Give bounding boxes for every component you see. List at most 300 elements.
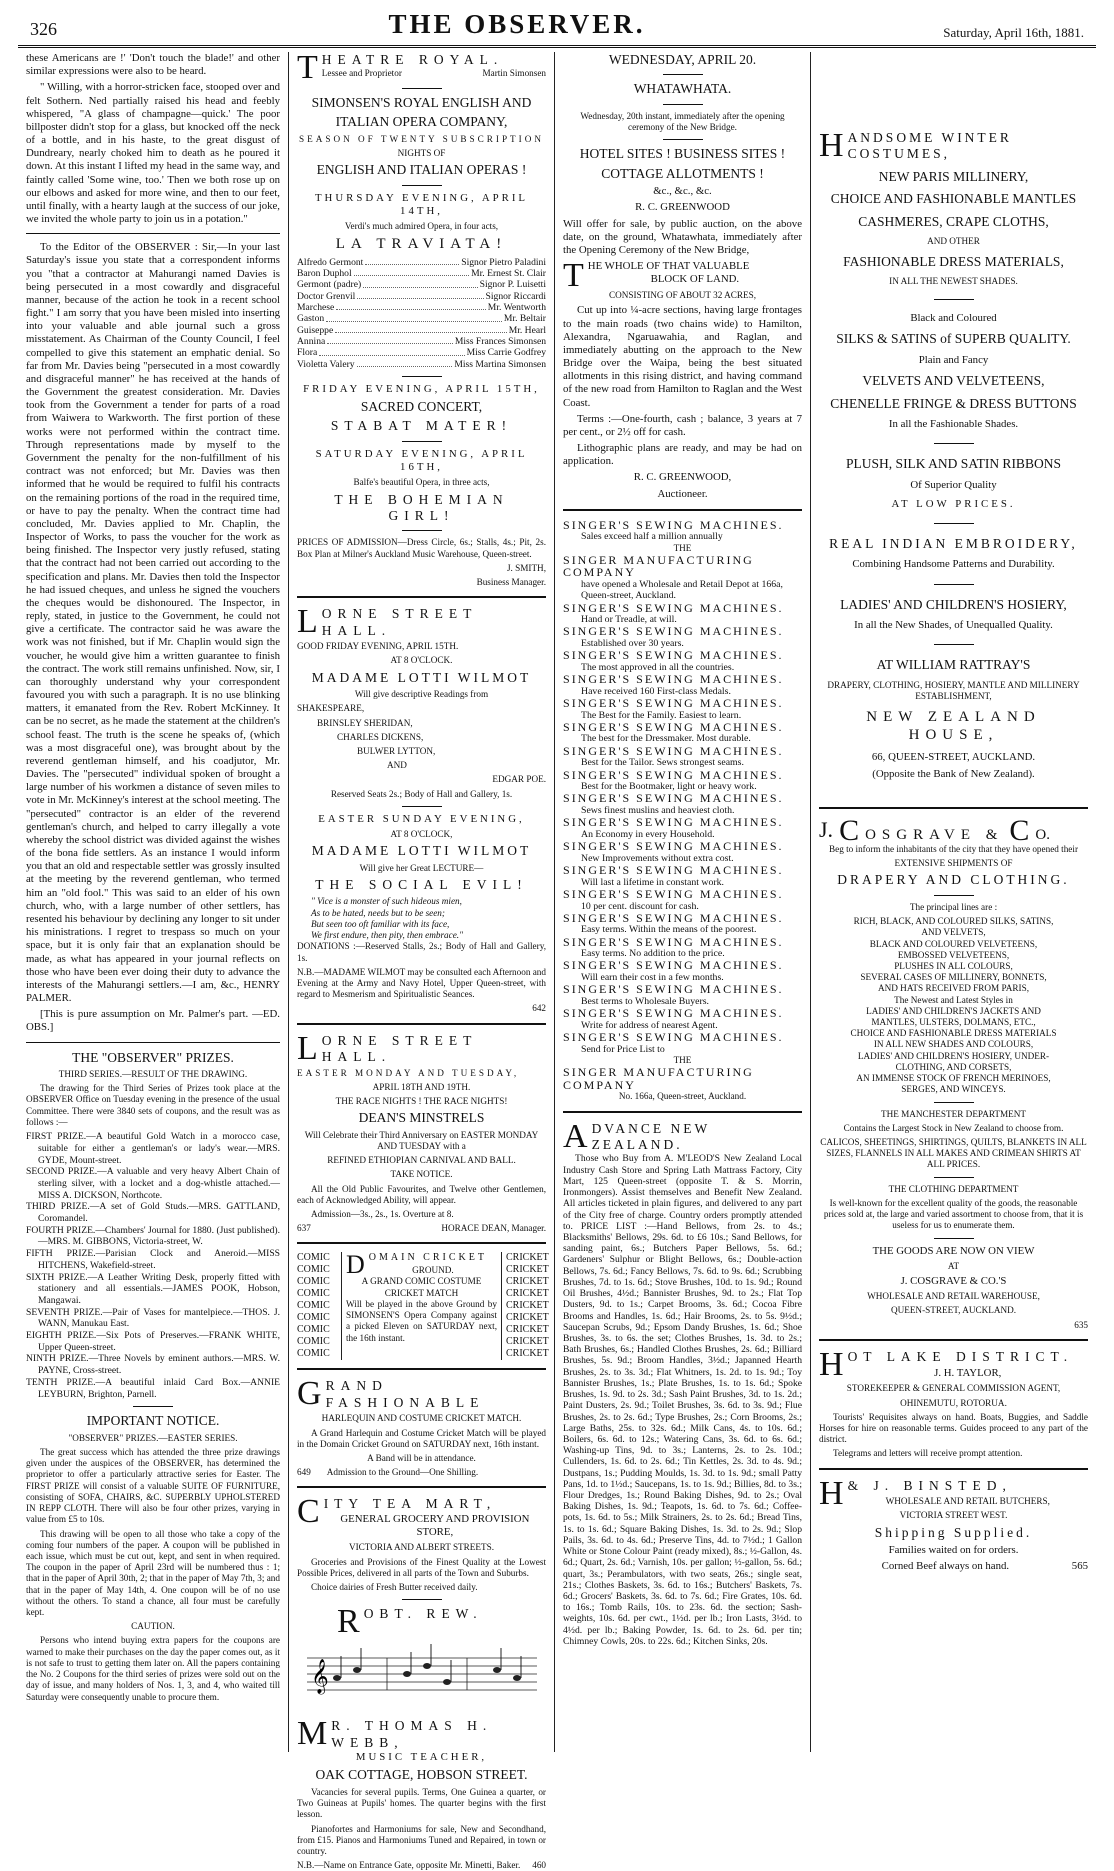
leader-dots bbox=[335, 325, 506, 333]
ad-title: OBT. REW. bbox=[363, 1606, 483, 1622]
singer-company bbox=[563, 554, 802, 579]
lecture-title: THE SOCIAL EVIL! bbox=[315, 876, 528, 892]
ad-title: OT LAKE DISTRICT. bbox=[847, 1348, 1074, 1364]
ad-subtitle: GROUND. bbox=[412, 1264, 454, 1275]
address-line: VICTORIA STREET WEST. bbox=[899, 1510, 1008, 1521]
divider bbox=[297, 1486, 546, 1488]
divider bbox=[934, 1102, 974, 1103]
divider bbox=[402, 88, 442, 89]
ad-number: 642 bbox=[532, 1003, 546, 1014]
singer-initial: S bbox=[563, 1065, 572, 1080]
singer-row bbox=[563, 936, 802, 949]
divider bbox=[402, 806, 442, 807]
singer-row bbox=[563, 864, 802, 877]
event-note: A Band will be in attendance. bbox=[367, 1453, 476, 1464]
auction-headline: HOTEL SITES ! BUSINESS SITES ! bbox=[579, 146, 786, 162]
ad-line: CHENELLE FRINGE & DRESS BUTTONS bbox=[830, 395, 1077, 411]
prize-item: EIGHTH PRIZE.—Six Pots of Preserves.—FRANK WHITE, Upper Queen-street. bbox=[26, 1330, 280, 1353]
cricket-match-ad bbox=[297, 1250, 549, 1360]
singer-title: INGER'S SEWING MACHINES. bbox=[571, 910, 784, 925]
product-line: The Newest and Latest Styles in bbox=[894, 994, 1013, 1005]
singer-title: INGER'S SEWING MACHINES. bbox=[571, 1006, 784, 1021]
ad-title: ORNE STREET HALL. bbox=[321, 606, 478, 638]
verse-line: " Vice is a monster of such hideous mien, bbox=[311, 896, 462, 907]
harlequin-match-ad bbox=[297, 1375, 546, 1478]
comic-label: COMIC bbox=[297, 1300, 330, 1312]
event-date: GOOD FRIDAY EVENING, APRIL 15TH. bbox=[297, 641, 459, 652]
event-date: EASTER SUNDAY EVENING, bbox=[318, 812, 525, 825]
ad-line: In all the Fashionable Shades. bbox=[888, 418, 1019, 430]
auction-time: Wednesday, 20th instant, immediately after the opening ceremony of the New Bridge. bbox=[580, 110, 785, 133]
ad-line: NEW PARIS MILLINERY, bbox=[878, 168, 1029, 184]
cricket-label: CRICKET bbox=[506, 1288, 549, 1300]
event-title: REFINED ETHIOPIAN CARNIVAL AND BALL. bbox=[327, 1155, 516, 1166]
ad-line: J. H. TAYLOR, bbox=[934, 1367, 1002, 1380]
ad-line: Contains the Largest Stock in New Zealand to choose from. bbox=[843, 1122, 1064, 1133]
performer-name: Miss Martina Simonsen bbox=[454, 358, 546, 370]
singer-title: INGER'S SEWING MACHINES. bbox=[571, 934, 784, 949]
prize-item: FIFTH PRIZE.—Parisian Clock and Aneroid.—MISS HITCHENS, Wakefield-street. bbox=[26, 1248, 280, 1271]
ad-line: CHOICE AND FASHIONABLE MANTLES bbox=[830, 191, 1077, 207]
event-date: EASTER MONDAY AND TUESDAY, bbox=[297, 1067, 520, 1078]
singer-title: INGER'S SEWING MACHINES. bbox=[571, 743, 784, 758]
ad-line: Of Superior Quality bbox=[910, 478, 997, 491]
product-line: RICH, BLACK, AND COLOURED SILKS, SATINS, bbox=[853, 916, 1054, 927]
drop-cap: A bbox=[563, 1117, 588, 1155]
manager-name: J. SMITH, bbox=[506, 562, 546, 573]
cast-row bbox=[297, 313, 546, 324]
singer-row bbox=[563, 649, 802, 662]
caution-heading: CAUTION. bbox=[131, 1621, 175, 1632]
notice-heading: IMPORTANT NOTICE. bbox=[86, 1413, 220, 1429]
opera-description: Verdi's much admired Opera, in four acts, bbox=[344, 221, 499, 232]
divider bbox=[297, 596, 546, 598]
spacer bbox=[819, 52, 1088, 130]
drop-cap: C bbox=[1009, 813, 1030, 847]
performance-date: THURSDAY EVENING, APRIL 14TH, bbox=[314, 191, 529, 218]
performer-name: Signor P. Luisetti bbox=[479, 279, 546, 291]
role-name: Alfredo Germont bbox=[297, 256, 364, 268]
performer-name: Mr. Wentworth bbox=[487, 301, 546, 313]
leader-dots bbox=[357, 359, 453, 367]
divider bbox=[934, 1238, 974, 1239]
auctioneer-title: Auctioneer. bbox=[657, 487, 708, 500]
ad-title: DVANCE NEW ZEALAND. bbox=[591, 1120, 710, 1153]
singer-sub: New Improvements without extra cost. bbox=[581, 852, 734, 864]
divider bbox=[934, 1177, 974, 1178]
role-name: Doctor Grenvil bbox=[297, 290, 356, 302]
singer-sub: Hand or Treadle, at will. bbox=[581, 614, 677, 626]
ad-line: THE GOODS ARE NOW ON VIEW bbox=[872, 1244, 1035, 1257]
event-line: THE RACE NIGHTS ! THE RACE NIGHTS! bbox=[335, 1096, 508, 1107]
comic-label: COMIC bbox=[297, 1324, 330, 1336]
cast-list bbox=[297, 257, 546, 370]
product-line: AN IMMENSE STOCK OF FRENCH MERINOES, bbox=[856, 1073, 1051, 1084]
cricket-label: CRICKET bbox=[506, 1276, 549, 1288]
singer-initial: S bbox=[563, 743, 572, 758]
ad-number: 565 bbox=[1071, 1560, 1088, 1573]
auction-body: Will offer for sale, by public auction, on the above date, on the ground, Whatawhata, immediately after the Opening Ceremony of the New Bridge, bbox=[563, 217, 802, 256]
singer-row bbox=[563, 625, 802, 638]
singer-sub: Easy terms. Within the means of the poorest. bbox=[581, 924, 757, 936]
event-date: APRIL 18TH AND 19TH. bbox=[372, 1081, 471, 1092]
author-name: BULWER LYTTON, bbox=[357, 746, 436, 757]
ad-line: DRAPERY AND CLOTHING. bbox=[837, 872, 1070, 888]
cast-row bbox=[297, 257, 546, 268]
ad-title bbox=[819, 813, 1088, 847]
singer-initial: S bbox=[563, 696, 572, 711]
cricket-label: CRICKET bbox=[506, 1312, 549, 1324]
city-tea-mart-ad bbox=[297, 1493, 546, 1593]
auctioneer-name: R. C. GREENWOOD bbox=[635, 201, 730, 214]
event-description: All the Old Public Favourites, and Twelve other Gentlemen, each of Acknowledged Ability, will appear. bbox=[297, 1183, 546, 1205]
drop-cap: H bbox=[819, 1345, 844, 1383]
performer-name: Miss Frances Simonsen bbox=[454, 335, 546, 347]
singer-sewing-machines-ad bbox=[563, 519, 802, 1103]
singer-sub: Will last a lifetime in constant work. bbox=[581, 876, 724, 888]
cricket-label: CRICKET bbox=[506, 1300, 549, 1312]
prize-item: SECOND PRIZE.—A valuable and very heavy Albert Chain of sterling silver, with a locket and a dog-whistle attached.—MISS A. DICKSON, Northcote. bbox=[26, 1166, 280, 1201]
issue-date: Saturday, April 16th, 1881. bbox=[943, 25, 1084, 41]
product-line: LADIES' AND CHILDREN'S HOSIERY, UNDER- bbox=[857, 1050, 1050, 1061]
singer-sub: Send for Price List to bbox=[581, 1043, 665, 1055]
event-time: AT 8 O'CLOCK. bbox=[390, 655, 453, 666]
address-line: No. 166a, Queen-street, Auckland. bbox=[618, 1091, 747, 1102]
ad-line: REAL INDIAN EMBROIDERY, bbox=[829, 535, 1078, 551]
product-line: CHOICE AND FASHIONABLE DRESS MATERIALS bbox=[850, 1028, 1057, 1039]
ad-title: ITY TEA MART, bbox=[323, 1496, 497, 1512]
nb-text: N.B.—Name on Entrance Gate, opposite Mr. Minetti, Baker. bbox=[297, 1860, 521, 1871]
author-name: EDGAR POE. bbox=[492, 774, 546, 785]
comic-label: COMIC bbox=[297, 1312, 330, 1324]
leader-dots bbox=[365, 257, 459, 265]
ad-line: AT WILLIAM RATTRAY'S bbox=[876, 657, 1031, 673]
product-line: LADIES' AND CHILDREN'S JACKETS AND bbox=[866, 1005, 1041, 1016]
singer-row bbox=[563, 1031, 802, 1044]
singer-the: THE bbox=[673, 1054, 692, 1065]
singer-sub: have opened a Wholesale and Retail Depot at 166a, Queen-street, Auckland. bbox=[581, 579, 783, 602]
season-line: SEASON OF TWENTY SUBSCRIPTION bbox=[299, 133, 544, 144]
product-line: AND VELVETS, bbox=[921, 927, 986, 938]
comic-label: COMIC bbox=[297, 1348, 330, 1360]
singer-sub: 10 per cent. discount for cash. bbox=[581, 900, 699, 912]
singer-the: THE bbox=[673, 542, 692, 553]
drop-cap: H bbox=[819, 1474, 844, 1512]
prices-text: Reserved Seats 2s.; Body of Hall and Gallery, 1s. bbox=[330, 788, 513, 799]
singer-row bbox=[563, 912, 802, 925]
singer-title: INGER'S SEWING MACHINES. bbox=[571, 672, 784, 687]
singer-sub: The most approved in all the countries. bbox=[581, 661, 735, 673]
ad-line: AT LOW PRICES. bbox=[891, 497, 1016, 510]
event-description: Will give descriptive Readings from bbox=[354, 689, 489, 700]
role-name: Gaston bbox=[297, 313, 325, 325]
divider bbox=[402, 185, 442, 186]
auction-headline: BLOCK OF LAND. bbox=[650, 273, 740, 286]
singer-row bbox=[563, 721, 802, 734]
product-line: CLOTHING, AND CORSETS, bbox=[895, 1061, 1012, 1072]
column-3 bbox=[554, 52, 810, 1752]
leader-dots bbox=[336, 302, 485, 310]
ad-title: ORNE STREET HALL. bbox=[321, 1032, 478, 1065]
singer-initial: S bbox=[563, 886, 572, 901]
product-line: PLUSHES IN ALL COLOURS, bbox=[894, 960, 1013, 971]
performer-name: Miss Carrie Godfrey bbox=[466, 347, 546, 359]
opera-description: Balfe's beautiful Opera, in three acts, bbox=[353, 477, 490, 488]
divider bbox=[402, 530, 442, 531]
drop-cap: C bbox=[839, 813, 860, 847]
leader-dots bbox=[357, 291, 483, 299]
title-text: OSGRAVE & bbox=[865, 826, 1004, 843]
singer-initial: S bbox=[563, 910, 572, 925]
ad-title: RAND FASHIONABLE bbox=[325, 1378, 485, 1410]
drop-cap: T bbox=[563, 257, 584, 295]
singer-row bbox=[563, 816, 802, 829]
role-name: Flora bbox=[297, 347, 318, 359]
cricket-label: CRICKET bbox=[506, 1348, 549, 1360]
ad-line: FASHIONABLE DRESS MATERIALS, bbox=[843, 253, 1064, 269]
address-line: QUEEN-STREET, AUCKLAND. bbox=[890, 1305, 1017, 1316]
address-line: OAK COTTAGE, HOBSON STREET. bbox=[315, 1767, 528, 1783]
divider bbox=[297, 1242, 546, 1244]
music-teacher-ad bbox=[297, 1715, 546, 1871]
cricket-match-body bbox=[341, 1252, 502, 1360]
product-line: BLACK AND COLOURED VELVETEENS, bbox=[869, 938, 1038, 949]
cricket-label: CRICKET bbox=[506, 1264, 549, 1276]
auction-headline: COTTAGE ALLOTMENTS ! bbox=[601, 165, 764, 181]
drop-cap: R bbox=[337, 1603, 360, 1641]
columns bbox=[18, 49, 1096, 1871]
singer-sub: Have received 160 First-class Medals. bbox=[581, 685, 731, 697]
singer-title: INGER'S SEWING MACHINES. bbox=[571, 767, 784, 782]
role-name: Guiseppe bbox=[297, 324, 334, 336]
divider bbox=[663, 139, 703, 140]
role-name: Marchese bbox=[297, 301, 335, 313]
prize-item: NINTH PRIZE.—Three Novels by eminent authors.—MRS. W. PAYNE, Cross-street. bbox=[26, 1353, 280, 1377]
divider bbox=[934, 523, 974, 524]
concert-title: SACRED CONCERT, bbox=[360, 399, 483, 414]
singer-row bbox=[563, 602, 802, 615]
auctioneer-name: R. C. GREENWOOD, bbox=[633, 471, 732, 484]
ad-title: ANDSOME WINTER COSTUMES, bbox=[847, 130, 1012, 162]
auction-size: CONSISTING OF ABOUT 32 ACRES, bbox=[608, 290, 757, 301]
ad-line: J. COSGRAVE & CO.'S bbox=[900, 1274, 1007, 1287]
page-number: 326 bbox=[30, 19, 57, 40]
ad-line: Black and Coloured bbox=[910, 312, 997, 325]
cast-row bbox=[297, 336, 546, 347]
singer-title: INGER'S SEWING MACHINES. bbox=[571, 600, 784, 615]
role-name: Annina bbox=[297, 335, 326, 347]
singer-row bbox=[563, 959, 802, 972]
department-heading: THE CLOTHING DEPARTMENT bbox=[888, 1183, 1019, 1194]
ad-title: HEATRE ROYAL. bbox=[321, 52, 504, 67]
ad-subtitle: GENERAL GROCERY AND PROVISION STORE, bbox=[340, 1512, 530, 1539]
notice-line: TAKE NOTICE. bbox=[390, 1169, 453, 1180]
masthead bbox=[18, 9, 1096, 48]
comic-column bbox=[297, 1252, 337, 1360]
singer-row bbox=[563, 697, 802, 710]
singer-initial: S bbox=[563, 863, 572, 878]
singer-sub: Best for the Tailor. Sews strongest seams. bbox=[581, 757, 744, 769]
performer-name: Mr. Hearl bbox=[508, 324, 546, 336]
divider bbox=[934, 644, 974, 645]
story-paragraph: " Willing, with a horror-stricken face, stooped over and felt Sothern. Ned partially raised his head and feebly whispered, "A glass of champagne—quick.' The poor billposter didn't stop for a glass, but knocked off the neck of a bottle, and in his haste, to the great disgust of Dundreary, nearly choked him to death as he poured it down. At this instant I lifted my head in the same way, and faintly called 'Some wine, too.' Then we both rose up on our elbows and asked for more wine, and then to our feet, until finally, with a hearty laugh at the success of our joke, we invited the whole party to join us in a potation." bbox=[26, 81, 280, 226]
dean-minstrels-ad bbox=[297, 1029, 546, 1235]
singer-row bbox=[563, 673, 802, 686]
cosgrave-ad bbox=[819, 813, 1088, 1331]
prize-item: SIXTH PRIZE.—A Leather Writing Desk, properly fitted with stationery and all essentials.—JAMES POOK, Hobson, Mangawai. bbox=[26, 1271, 280, 1306]
singer-initial: S bbox=[563, 672, 572, 687]
singer-title: INGER'S SEWING MACHINES. bbox=[571, 696, 784, 711]
singer-company bbox=[563, 1066, 802, 1091]
cricket-label: CRICKET bbox=[506, 1336, 549, 1348]
department-heading: THE MANCHESTER DEPARTMENT bbox=[880, 1108, 1027, 1119]
column-1 bbox=[18, 52, 288, 1752]
product-lines bbox=[819, 916, 1088, 1096]
notice-paragraph: This drawing will be open to all those who take a copy of the coming four numbers of the paper. A coupon will be published in each issue, which must be cut out, kept, and sent in when required. The coupon in the paper of April 23rd will be numbered thus : 1; that in the paper of April 30th, 2; that in the paper of May 7th, 3; and that in the paper of May 14th, 4. One coupon will be of no use without the others. To stand a chance, all four must be carefully kept. bbox=[26, 1528, 280, 1618]
ad-body: Tourists' Requisites always on hand. Boats, Buggies, and Saddle Horses for hire on reasonable terms. Guides proceed to any part of the district. bbox=[819, 1411, 1088, 1445]
prize-item: FIRST PRIZE.—A beautiful Gold Watch in a morocco case, suitable for either a gentleman's or lady's wear.—MRS. GYDE, Mount-street. bbox=[26, 1131, 280, 1166]
prize-item: SEVENTH PRIZE.—Pair of Vases for mantelpiece.—THOS. J. WANN, Manukau East. bbox=[26, 1306, 280, 1330]
divider bbox=[819, 1339, 1088, 1341]
ad-subtitle: MUSIC TEACHER, bbox=[355, 1751, 488, 1764]
ad-line: AT bbox=[947, 1260, 960, 1271]
ad-title: OMAIN CRICKET bbox=[368, 1252, 487, 1264]
singer-row bbox=[563, 792, 802, 805]
drop-cap: T bbox=[297, 49, 318, 86]
title-initial: J. bbox=[819, 817, 834, 843]
prize-list bbox=[26, 1131, 280, 1400]
singer-title: INGER'S SEWING MACHINES. bbox=[571, 1030, 784, 1045]
author-name: SHAKESPEARE, bbox=[297, 703, 365, 714]
ad-line: Beg to inform the inhabitants of the city that they have opened their bbox=[828, 843, 1078, 854]
hot-lake-ad bbox=[819, 1345, 1088, 1460]
author-name: CHARLES DICKENS, bbox=[337, 731, 424, 742]
ad-body: Groceries and Provisions of the Finest Quality at the Lowest Possible Prices, delivered in all parts of the Town and Suburbs. bbox=[297, 1556, 546, 1578]
divider bbox=[402, 1599, 442, 1600]
prices-text: Admission—3s., 2s., 1s. Overture at 8. bbox=[311, 1209, 454, 1220]
singer-sub: Write for address of nearest Agent. bbox=[581, 1019, 718, 1031]
ad-line: WHOLESALE AND RETAIL WAREHOUSE, bbox=[867, 1291, 1040, 1302]
performance-date: SATURDAY EVENING, APRIL 16TH, bbox=[315, 447, 528, 474]
nb-text: N.B.—MADAME WILMOT may be consulted each Afternoon and Evening at the Army and Navy Hotel, Upper Queen-street, with regard to Mesmerism and Spiritualistic Seances. bbox=[297, 966, 546, 1000]
prize-item: TENTH PRIZE.—A beautiful inlaid Card Box.—ANNIE LEYBURN, Brighton, Parnell. bbox=[26, 1376, 280, 1400]
drop-cap: H bbox=[819, 127, 844, 164]
ad-line: AND OTHER bbox=[927, 236, 980, 247]
singer-sub: Established over 30 years. bbox=[581, 638, 684, 650]
verse bbox=[297, 896, 546, 941]
story-paragraph: these Americans are !' 'Don't touch the blade!' and other similar expressions were also to be heard. bbox=[26, 52, 280, 78]
product-line: IN ALL NEW SHADES AND COLOURS, bbox=[873, 1039, 1034, 1050]
ad-line: In all the New Shades, of Unequalled Quality. bbox=[854, 619, 1053, 632]
rattray-ad bbox=[819, 127, 1088, 781]
singer-initial: S bbox=[563, 934, 572, 949]
letter-to-editor: To the Editor of the OBSERVER : Sir,—In your last Saturday's issue you state that a correspondent informs you "that a contractor at Mahurangi named Davies is being persecuted in a most cowardly and disgraceful manner, because of the action he took in a recent school fight." I am sorry that you have been misled into inserting into your valuable and able journal such a gross misstatement. As Chairman of the County Council, I feel compelled to give this statement an emphatic denial. So far from Mr. Davies being "persecuted in a most cowardly and disgraceful manner" he has received at the hands of the Government the greatest consideration. Mr. Davies took from the Government a tender for parts of a road from Waiwera to Warkworth. The first portion of these works were not performed within the contract time. Through representations made by myself to the Government the penalty for the non-fulfillment of his contract was not enforced; but Mr. Davies was then informed that he would be required to fulfil his contracts on the remaining portions of the road in the required time, or have to pay the penalty. When the contract time had concluded, Mr. Davies applied to Mr. Chaplin, the Inspector of Works, to pass the voucher for the work as being finished. The Inspector very justly refused, stating that the contract had not been carried out according to the specification and plans. Mr. Davies then told the Inspector he had issued cheques, and unless he signed the vouchers the cheques would be dishonoured. The Inspector, in reply, stated, in justice to the Government, he could not give a certificate. The contractor said he was aware the work was not finished, but if Mr. Chaplin would sign the voucher, he would give him a written guarantee to finish the contract. The work still remains unfinished. Now, sir, I can thoroughly understand why your correspondent favoured you with such a paragraph. It is no use blinking matters, it emanated from the Rev. Robert McKinney. It can be no secret, as he made the statement at the children's school feast. The truth is the scene he speaks of, (which was a most disgraceful one), was brought about by the reverend gentleman himself, and his coadjutor, Mr. Davies. The "persecuted" individual spoken of brought a large number of his workmen a distance of seven miles to vote in Mr. McKinney's interest at the school meeting. The "persecuted" contractor is an elder of the reverend gentleman's church, and helped to carry illegally a vote whereby the school district was divided against the wishes of the bona fide settlers. As an instance I would inform you that an old and respectable settler was grossly insulted at the meeting by the reverend gentleman, who termed him an "old fool." This was said to an elder of his own church, who, with a large number of other settlers, has resented his behaviour by declining any longer to sit under his ministrations. I regret to trespass so much on your space, but it is only fair that an explanation should be made, as what has appeared in your journal reflects on those who have been ever doing their duty to advance the interests of the Mahurangi settlers.—I am, &c., HENRY PALMER. bbox=[26, 241, 280, 1005]
singer-initial: S bbox=[563, 600, 572, 615]
singer-title: INGER'S SEWING MACHINES. bbox=[571, 839, 784, 854]
ad-line: STOREKEEPER & GENERAL COMMISSION AGENT, bbox=[846, 1383, 1061, 1394]
cricket-label: CRICKET bbox=[506, 1252, 549, 1264]
singer-row bbox=[563, 888, 802, 901]
role-name: Germont (padre) bbox=[297, 279, 362, 291]
divider bbox=[819, 807, 1088, 809]
singer-title: INGER'S SEWING MACHINES. bbox=[571, 719, 784, 734]
binsted-ad bbox=[819, 1474, 1088, 1574]
singer-sub: An Economy in every Household. bbox=[581, 828, 715, 840]
singer-row bbox=[563, 519, 802, 532]
verse-line: We first endure, then pity, then embrace." bbox=[311, 930, 463, 941]
comic-label: COMIC bbox=[297, 1264, 330, 1276]
singer-initial: S bbox=[563, 767, 572, 782]
divider bbox=[663, 74, 703, 75]
cast-row bbox=[297, 347, 546, 358]
singer-sub: The best for the Dressmaker. Most durable. bbox=[581, 733, 751, 745]
divider bbox=[402, 441, 442, 442]
singer-initial: S bbox=[563, 1006, 572, 1021]
prizes-intro: The drawing for the Third Series of Prizes took place at the OBSERVER Office on Tuesday evening in the presence of the usual Committee. There were 3840 sets of coupons, and the result was as follows :— bbox=[26, 1083, 280, 1127]
performer-name: Mr. Ernest St. Clair bbox=[471, 268, 546, 280]
singer-sub: Best for the Bootmaker, light or heavy work. bbox=[581, 781, 757, 793]
concert-work: STABAT MATER! bbox=[330, 418, 513, 434]
singer-sub: Will earn their cost in a few months. bbox=[581, 972, 724, 984]
cast-row bbox=[297, 268, 546, 279]
address-line: OHINEMUTU, ROTORUA. bbox=[900, 1397, 1007, 1408]
auction-headline: &c., &c., &c. bbox=[653, 185, 712, 198]
divider bbox=[934, 443, 974, 444]
lessee-label: Lessee and Proprietor bbox=[321, 68, 402, 79]
comic-label: COMIC bbox=[297, 1252, 330, 1264]
troupe-name: DEAN'S MINSTRELS bbox=[358, 1110, 485, 1126]
singer-row bbox=[563, 983, 802, 996]
singer-initial: S bbox=[563, 1030, 572, 1045]
performer-name: Signor Riccardi bbox=[485, 290, 546, 302]
singer-initial: S bbox=[563, 624, 572, 639]
ad-body: Telegrams and letters will receive prompt attention. bbox=[833, 1448, 1023, 1459]
ad-line: CASHMERES, CRAPE CLOTHS, bbox=[858, 213, 1049, 229]
product-line: MANTLES, ULSTERS, DOLMANS, ETC., bbox=[871, 1017, 1036, 1028]
role-name: Baron Duphol bbox=[297, 268, 352, 280]
svg-text:𝄞: 𝄞 bbox=[311, 1659, 329, 1695]
ad-line: SILKS & SATINS of SUPERB QUALITY. bbox=[836, 331, 1071, 347]
singer-initial: S bbox=[563, 517, 572, 532]
column-2 bbox=[288, 49, 554, 1871]
singer-title: INGER'S SEWING MACHINES. bbox=[571, 517, 784, 532]
lessee-name: Martin Simonsen bbox=[482, 68, 546, 79]
ad-line: Combining Handsome Patterns and Durability. bbox=[852, 558, 1055, 571]
singer-title: INGER'S SEWING MACHINES. bbox=[571, 958, 784, 973]
opera-title: LA TRAVIATA! bbox=[335, 236, 508, 253]
singer-sub: Sews finest muslins and heaviest cloth. bbox=[581, 805, 735, 817]
verse-line: As to be hated, needs but to be seen; bbox=[311, 907, 445, 918]
title-text: O. bbox=[1035, 826, 1051, 843]
singer-initial: S bbox=[563, 719, 572, 734]
divider bbox=[934, 584, 974, 585]
event-title: A GRAND COMIC COSTUME CRICKET MATCH bbox=[361, 1276, 482, 1298]
singer-row bbox=[563, 745, 802, 758]
auction-place: WHATAWHATA. bbox=[633, 81, 732, 97]
ad-number: 460 bbox=[532, 1860, 546, 1871]
manager-title: Business Manager. bbox=[476, 577, 546, 588]
ad-line: LADIES' AND CHILDREN'S HOSIERY, bbox=[840, 596, 1067, 612]
notice-subheading: "OBSERVER" PRIZES.—EASTER SERIES. bbox=[68, 1432, 238, 1443]
singer-initial: S bbox=[563, 648, 572, 663]
notice-paragraph: The great success which has attended the three prize drawings given under the auspices of the OBSERVER, has determined the proprietor to offer a particularly attractive series for Easter. The FIRST PRIZE will consist of a valuable SUITE OF FURNITURE, consisting of SOFA, CHAIRS, &C. SUPERBLY UPHOLSTERED IN REPP CLOTH. There will also be four other prizes, varying in value from £5 to 10s. bbox=[26, 1446, 280, 1525]
ad-body: Choice dairies of Fresh Butter received daily. bbox=[311, 1581, 478, 1592]
company-line: ITALIAN OPERA COMPANY, bbox=[335, 114, 508, 130]
product-line: SEVERAL CASES OF MILLINERY, BONNETS, bbox=[860, 972, 1047, 983]
event-description: Will be played in the above Ground by SIMONSEN'S Opera Company against a picked Eleven on SATURDAY next, the 16th instant. bbox=[346, 1298, 497, 1343]
divider bbox=[934, 895, 974, 896]
lorne-street-hall-ad bbox=[297, 603, 546, 1014]
